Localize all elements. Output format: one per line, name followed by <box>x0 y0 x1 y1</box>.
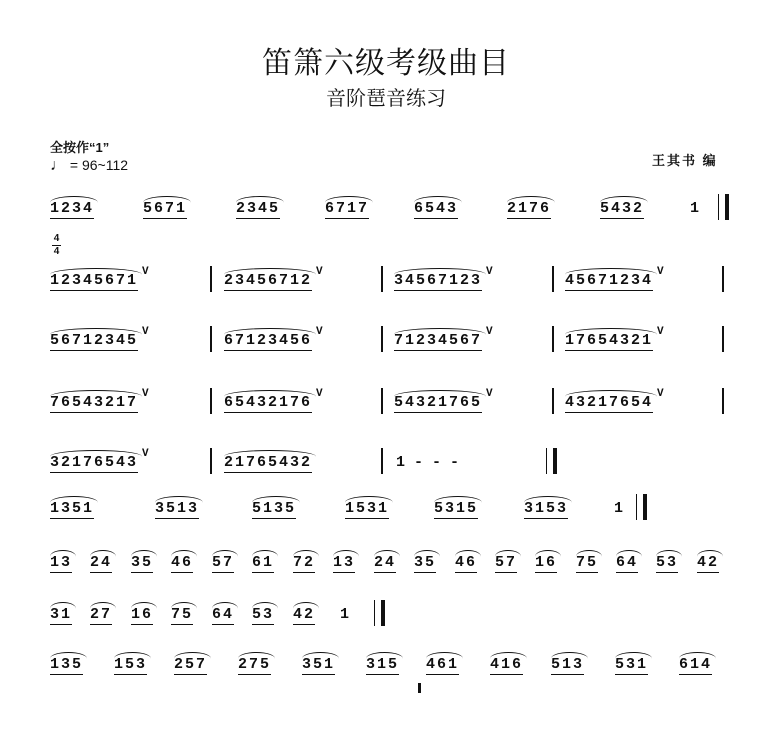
note-group <box>50 554 72 574</box>
note-group <box>131 606 153 626</box>
barline <box>381 388 383 414</box>
time-signature <box>52 234 61 257</box>
note-group <box>333 554 355 574</box>
slur-arc <box>238 652 275 665</box>
note-digits: 12345671 <box>50 272 139 289</box>
slur-arc <box>50 496 98 509</box>
note-group <box>50 656 83 676</box>
note-digits: 27 <box>90 606 113 623</box>
slur-arc <box>252 550 278 563</box>
note-digits: 56712345 <box>50 332 139 349</box>
note-group <box>616 554 638 574</box>
partial-barline <box>418 683 421 693</box>
note-digits: 531 <box>615 656 649 673</box>
slur-arc <box>143 196 191 209</box>
slur-arc <box>131 550 157 563</box>
slur-arc <box>50 268 142 281</box>
final-note: 1 - - - <box>396 454 460 471</box>
note-digits: 416 <box>490 656 524 673</box>
slur-arc <box>394 390 486 403</box>
note-digits: 57 <box>212 554 235 571</box>
breath-mark-icon: V <box>316 388 325 400</box>
note-digits: 257 <box>174 656 208 673</box>
note-group <box>679 656 712 676</box>
slur-arc <box>394 328 486 341</box>
slur-arc <box>600 196 648 209</box>
note-digits: 135 <box>50 656 84 673</box>
note-group <box>155 500 199 520</box>
slur-arc <box>90 550 116 563</box>
slur-arc <box>656 550 682 563</box>
barline <box>552 388 554 414</box>
notation-line <box>0 440 772 480</box>
note-digits: 461 <box>426 656 460 673</box>
note-group <box>565 266 666 292</box>
slur-arc <box>490 652 527 665</box>
editor-credit: 王其书 编 <box>652 153 718 168</box>
barline <box>552 266 554 292</box>
note-group <box>426 656 459 676</box>
note-digits: 54321765 <box>394 394 483 411</box>
time-signature-bottom: 4 <box>53 246 60 257</box>
quarter-note-icon: ♩ <box>50 157 66 174</box>
slur-arc <box>414 550 440 563</box>
note-digits: 64 <box>616 554 639 571</box>
notation-line <box>0 592 772 632</box>
note-digits: 5315 <box>434 500 479 517</box>
notation-line <box>0 540 772 580</box>
breath-mark-icon: V <box>486 266 495 278</box>
note-digits: 16 <box>535 554 558 571</box>
final-barline <box>718 194 729 220</box>
note-digits: 13 <box>333 554 356 571</box>
breath-mark-icon: V <box>657 326 666 338</box>
note-group <box>238 656 271 676</box>
note-digits: 45671234 <box>565 272 654 289</box>
slur-arc <box>394 268 486 281</box>
note-group <box>374 554 396 574</box>
note-digits: 1351 <box>50 500 95 517</box>
note-group <box>394 266 495 292</box>
note-group <box>224 454 312 474</box>
slur-arc <box>565 390 657 403</box>
note-digits: 76543217 <box>50 394 139 411</box>
barline <box>552 326 554 352</box>
note-digits: 72 <box>293 554 316 571</box>
note-group <box>90 554 112 574</box>
note-group <box>394 326 495 352</box>
breath-mark-icon: V <box>657 388 666 400</box>
note-digits: 64 <box>212 606 235 623</box>
slur-arc <box>455 550 481 563</box>
note-group <box>507 200 551 220</box>
note-group <box>171 554 193 574</box>
note-digits: 315 <box>366 656 400 673</box>
note-group <box>50 200 94 220</box>
slur-arc <box>366 652 403 665</box>
note-group <box>224 388 325 414</box>
notation-line <box>0 318 772 358</box>
note-digits: 53 <box>656 554 679 571</box>
slur-arc <box>293 550 319 563</box>
note-group <box>434 500 478 520</box>
slur-arc <box>224 390 316 403</box>
notation-line <box>0 258 772 298</box>
note-group <box>50 448 151 474</box>
notation-line <box>0 380 772 420</box>
slur-arc <box>252 602 278 615</box>
note-group <box>252 554 274 574</box>
note-group <box>615 656 648 676</box>
tempo-text: = 96~112 <box>69 157 129 173</box>
slur-arc <box>679 652 716 665</box>
note-digits: 153 <box>114 656 148 673</box>
breath-mark-icon: V <box>486 388 495 400</box>
note-group <box>490 656 523 676</box>
breath-mark-icon: V <box>142 326 151 338</box>
slur-arc <box>333 550 359 563</box>
note-group <box>576 554 598 574</box>
note-digits: 75 <box>576 554 599 571</box>
barline <box>210 448 212 474</box>
note-digits: 42 <box>697 554 720 571</box>
slur-arc <box>615 652 652 665</box>
note-group <box>600 200 644 220</box>
slur-arc <box>90 602 116 615</box>
barline <box>381 266 383 292</box>
notation-line <box>0 186 772 226</box>
note-digits: 13 <box>50 554 73 571</box>
note-digits: 71234567 <box>394 332 483 349</box>
note-group <box>50 326 151 352</box>
note-group <box>171 606 193 626</box>
note-digits: 21765432 <box>224 454 313 471</box>
note-digits: 53 <box>252 606 275 623</box>
slur-arc <box>50 450 142 463</box>
note-digits: 1234 <box>50 200 95 217</box>
slur-arc <box>426 652 463 665</box>
note-group <box>252 606 274 626</box>
notation-line <box>0 642 772 682</box>
note-digits: 6717 <box>325 200 370 217</box>
slur-arc <box>293 602 319 615</box>
note-digits: 65432176 <box>224 394 313 411</box>
note-digits: 2345 <box>236 200 281 217</box>
note-group <box>50 266 151 292</box>
slur-arc <box>50 602 76 615</box>
breath-mark-icon: V <box>316 326 325 338</box>
note-digits: 61 <box>252 554 275 571</box>
note-digits: 75 <box>171 606 194 623</box>
note-digits: 1531 <box>345 500 390 517</box>
barline <box>722 326 724 352</box>
note-group <box>293 606 315 626</box>
slur-arc <box>50 550 76 563</box>
note-group <box>212 606 234 626</box>
slur-arc <box>50 196 98 209</box>
note-group <box>252 500 296 520</box>
page-subtitle: 音阶琶音练习 <box>326 86 446 110</box>
note-group <box>495 554 517 574</box>
note-group <box>224 326 325 352</box>
note-group <box>565 326 666 352</box>
breath-mark-icon: V <box>142 266 151 278</box>
slur-arc <box>114 652 151 665</box>
note-group <box>656 554 678 574</box>
slur-arc <box>224 450 316 463</box>
slur-arc <box>155 496 203 509</box>
breath-mark-icon: V <box>486 326 495 338</box>
note-digits: 614 <box>679 656 713 673</box>
note-digits: 24 <box>374 554 397 571</box>
note-digits: 24 <box>90 554 113 571</box>
note-group <box>50 606 72 626</box>
final-note: 1 <box>614 500 624 517</box>
slur-arc <box>50 328 142 341</box>
note-group <box>50 500 94 520</box>
slur-arc <box>224 328 316 341</box>
slur-arc <box>414 196 462 209</box>
breath-mark-icon: V <box>142 388 151 400</box>
slur-arc <box>616 550 642 563</box>
final-barline <box>546 448 557 474</box>
breath-mark-icon: V <box>316 266 325 278</box>
slur-arc <box>302 652 339 665</box>
slur-arc <box>565 268 657 281</box>
slur-arc <box>535 550 561 563</box>
note-group <box>131 554 153 574</box>
page-title: 笛箫六级考级曲目 <box>262 46 510 81</box>
notation-line <box>0 486 772 526</box>
slur-arc <box>374 550 400 563</box>
note-digits: 67123456 <box>224 332 313 349</box>
note-group <box>236 200 280 220</box>
slur-arc <box>171 550 197 563</box>
slur-arc <box>495 550 521 563</box>
note-digits: 46 <box>171 554 194 571</box>
note-digits: 5135 <box>252 500 297 517</box>
note-group <box>293 554 315 574</box>
note-group <box>143 200 187 220</box>
barline <box>210 388 212 414</box>
note-digits: 35 <box>414 554 437 571</box>
note-group <box>414 554 436 574</box>
note-group <box>535 554 557 574</box>
note-group <box>455 554 477 574</box>
breath-mark-icon: V <box>657 266 666 278</box>
slur-arc <box>524 496 572 509</box>
note-digits: 31 <box>50 606 73 623</box>
slur-arc <box>212 550 238 563</box>
final-note: 1 <box>340 606 350 623</box>
slur-arc <box>252 496 300 509</box>
note-group <box>174 656 207 676</box>
final-barline <box>636 494 647 520</box>
barline <box>381 326 383 352</box>
note-group <box>345 500 389 520</box>
slur-arc <box>345 496 393 509</box>
note-group <box>90 606 112 626</box>
note-digits: 34567123 <box>394 272 483 289</box>
slur-arc <box>507 196 555 209</box>
note-group <box>565 388 666 414</box>
note-digits: 32176543 <box>50 454 139 471</box>
final-note: 1 <box>690 200 700 217</box>
note-group <box>524 500 568 520</box>
note-digits: 6543 <box>414 200 459 217</box>
note-group <box>114 656 147 676</box>
barline <box>210 326 212 352</box>
time-signature-top: 4 <box>53 233 60 244</box>
barline <box>381 448 383 474</box>
note-digits: 513 <box>551 656 585 673</box>
slur-arc <box>50 390 142 403</box>
note-digits: 5432 <box>600 200 645 217</box>
note-group <box>212 554 234 574</box>
note-digits: 23456712 <box>224 272 313 289</box>
note-digits: 275 <box>238 656 272 673</box>
breath-mark-icon: V <box>142 448 151 460</box>
note-digits: 2176 <box>507 200 552 217</box>
note-group <box>50 388 151 414</box>
slur-arc <box>565 328 657 341</box>
note-group <box>414 200 458 220</box>
note-digits: 43217654 <box>565 394 654 411</box>
note-group <box>394 388 495 414</box>
fingering-note: 全按作“1” <box>50 140 110 155</box>
note-group <box>551 656 584 676</box>
note-digits: 57 <box>495 554 518 571</box>
note-digits: 42 <box>293 606 316 623</box>
barline <box>722 266 724 292</box>
final-barline <box>374 600 385 626</box>
note-digits: 5671 <box>143 200 188 217</box>
slur-arc <box>325 196 373 209</box>
note-digits: 3153 <box>524 500 569 517</box>
note-digits: 351 <box>302 656 336 673</box>
note-digits: 46 <box>455 554 478 571</box>
slur-arc <box>551 652 588 665</box>
note-group <box>325 200 369 220</box>
slur-arc <box>171 602 197 615</box>
note-digits: 3513 <box>155 500 200 517</box>
slur-arc <box>434 496 482 509</box>
barline <box>210 266 212 292</box>
slur-arc <box>697 550 723 563</box>
slur-arc <box>236 196 284 209</box>
note-group <box>302 656 335 676</box>
slur-arc <box>224 268 316 281</box>
note-digits: 35 <box>131 554 154 571</box>
slur-arc <box>576 550 602 563</box>
slur-arc <box>212 602 238 615</box>
note-group <box>697 554 719 574</box>
slur-arc <box>131 602 157 615</box>
slur-arc <box>50 652 87 665</box>
slur-arc <box>174 652 211 665</box>
barline <box>722 388 724 414</box>
note-digits: 16 <box>131 606 154 623</box>
note-group <box>366 656 399 676</box>
note-group <box>224 266 325 292</box>
note-digits: 17654321 <box>565 332 654 349</box>
tempo-marking <box>50 157 128 175</box>
